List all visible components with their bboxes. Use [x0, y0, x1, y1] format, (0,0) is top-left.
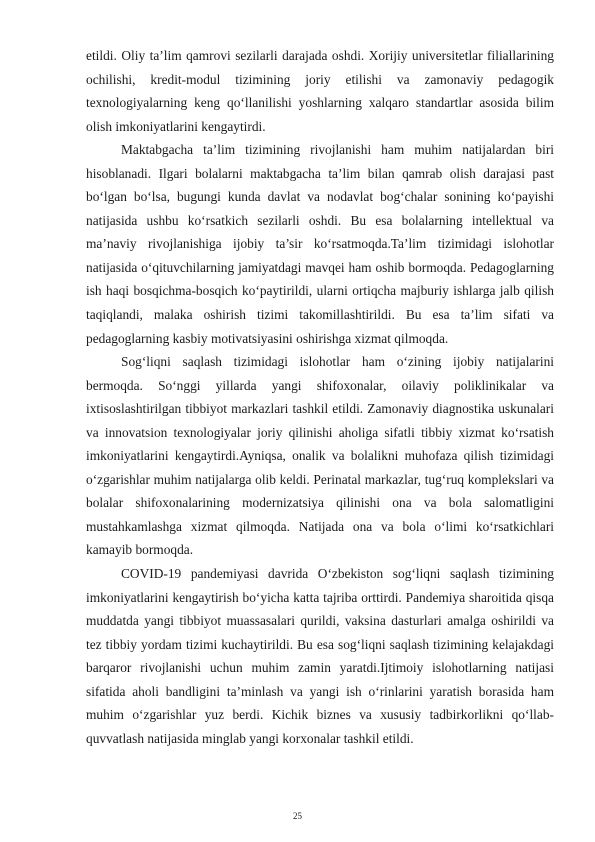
paragraph-covid-pandemic: COVID-19 pandemiyasi davrida O‘zbekiston sog‘liqni saqlash tizimining imkoniyatlarini kengaytirish bo‘yicha katta tajriba orttirdi. Pandemiya sharoitida qisqa muddatda yangi tibbiyot muassasalari qurildi, vaksina dasturlari amalga oshirildi va tez tibbiy yordam tizimi kuchaytirildi. Bu esa sog‘liqni saqlash tizimining kelajakdagi barqaror rivojlanishi uchun muhim zamin yaratdi.Ijtimoiy islohotlarning natijasi sifatida aholi bandligini ta’minlash va yangi ish o‘rinlarini yaratish borasida ham muhim o‘zgarishlar yuz berdi. Kichik biznes va xususiy tadbirkorlikni qo‘llab-quvvatlash natijasida minglab yangi korxonalar tashkil etildi.	[86, 566, 554, 746]
page-number: 25	[293, 811, 302, 821]
paragraph-preschool-education: Maktabgacha ta’lim tizimining rivojlanishi ham muhim natijalardan biri hisoblanadi. Ilgari bolalarni maktabgacha ta’lim bilan qamrab olish darajasi past bo‘lgan bo‘lsa, bugungi kunda davlat va nodavlat bog‘chalar sonining ko‘payishi natijasida ushbu ko‘rsatkich sezilarli oshdi. Bu esa bolalarning intellektual va ma’naviy rivojlanishiga ijobiy ta’sir ko‘rsatmoqda.Ta’lim tizimidagi islohotlar natijasida o‘qituvchilarning jamiyatdagi mavqei ham oshib bormoqda. Pedagoglarning ish haqi bosqichma-bosqich ko‘paytirildi, ularni ortiqcha majburiy ishlarga jalb qilish taqiqlandi, malaka oshirish tizimi takomillashtirildi. Bu esa ta’lim sifati va pedagoglarning kasbiy motivatsiyasini oshirishga xizmat qilmoqda.	[86, 142, 554, 346]
page-body	[86, 44, 554, 750]
paragraph-healthcare-reforms: Sog‘liqni saqlash tizimidagi islohotlar ham o‘zining ijobiy natijalarini bermoqda. So‘nggi yillarda yangi shifoxonalar, oilaviy poliklinikalar va ixtisoslashtirilgan tibbiyot markazlari tashkil etildi. Zamonaviy diagnostika uskunalari va innovatsion texnologiyalar joriy qilinishi aholiga sifatli tibbiy xizmat ko‘rsatish imkoniyatlarini kengaytirdi.Ayniqsa, onalik va bolalikni muhofaza qilish tizimidagi o‘zgarishlar muhim natijalarga olib keldi. Perinatal markazlar, tug‘ruq komplekslari va bolalar shifoxonalarining modernizatsiya qilinishi ona va bola salomatligini mustahkamlashga xizmat qilmoqda. Natijada ona va bola o‘limi ko‘rsatkichlari kamayib bormoqda.	[86, 354, 554, 558]
paragraph-continuation: etildi. Oliy ta’lim qamrovi sezilarli darajada oshdi. Xorijiy universitetlar filiallarining ochilishi, kredit-modul tizimining joriy etilishi va zamonaviy pedagogik texnologiyalarning keng qo‘llanilishi yoshlarning xalqaro standartlar asosida bilim olish imkoniyatlarini kengaytirdi.	[86, 48, 554, 134]
